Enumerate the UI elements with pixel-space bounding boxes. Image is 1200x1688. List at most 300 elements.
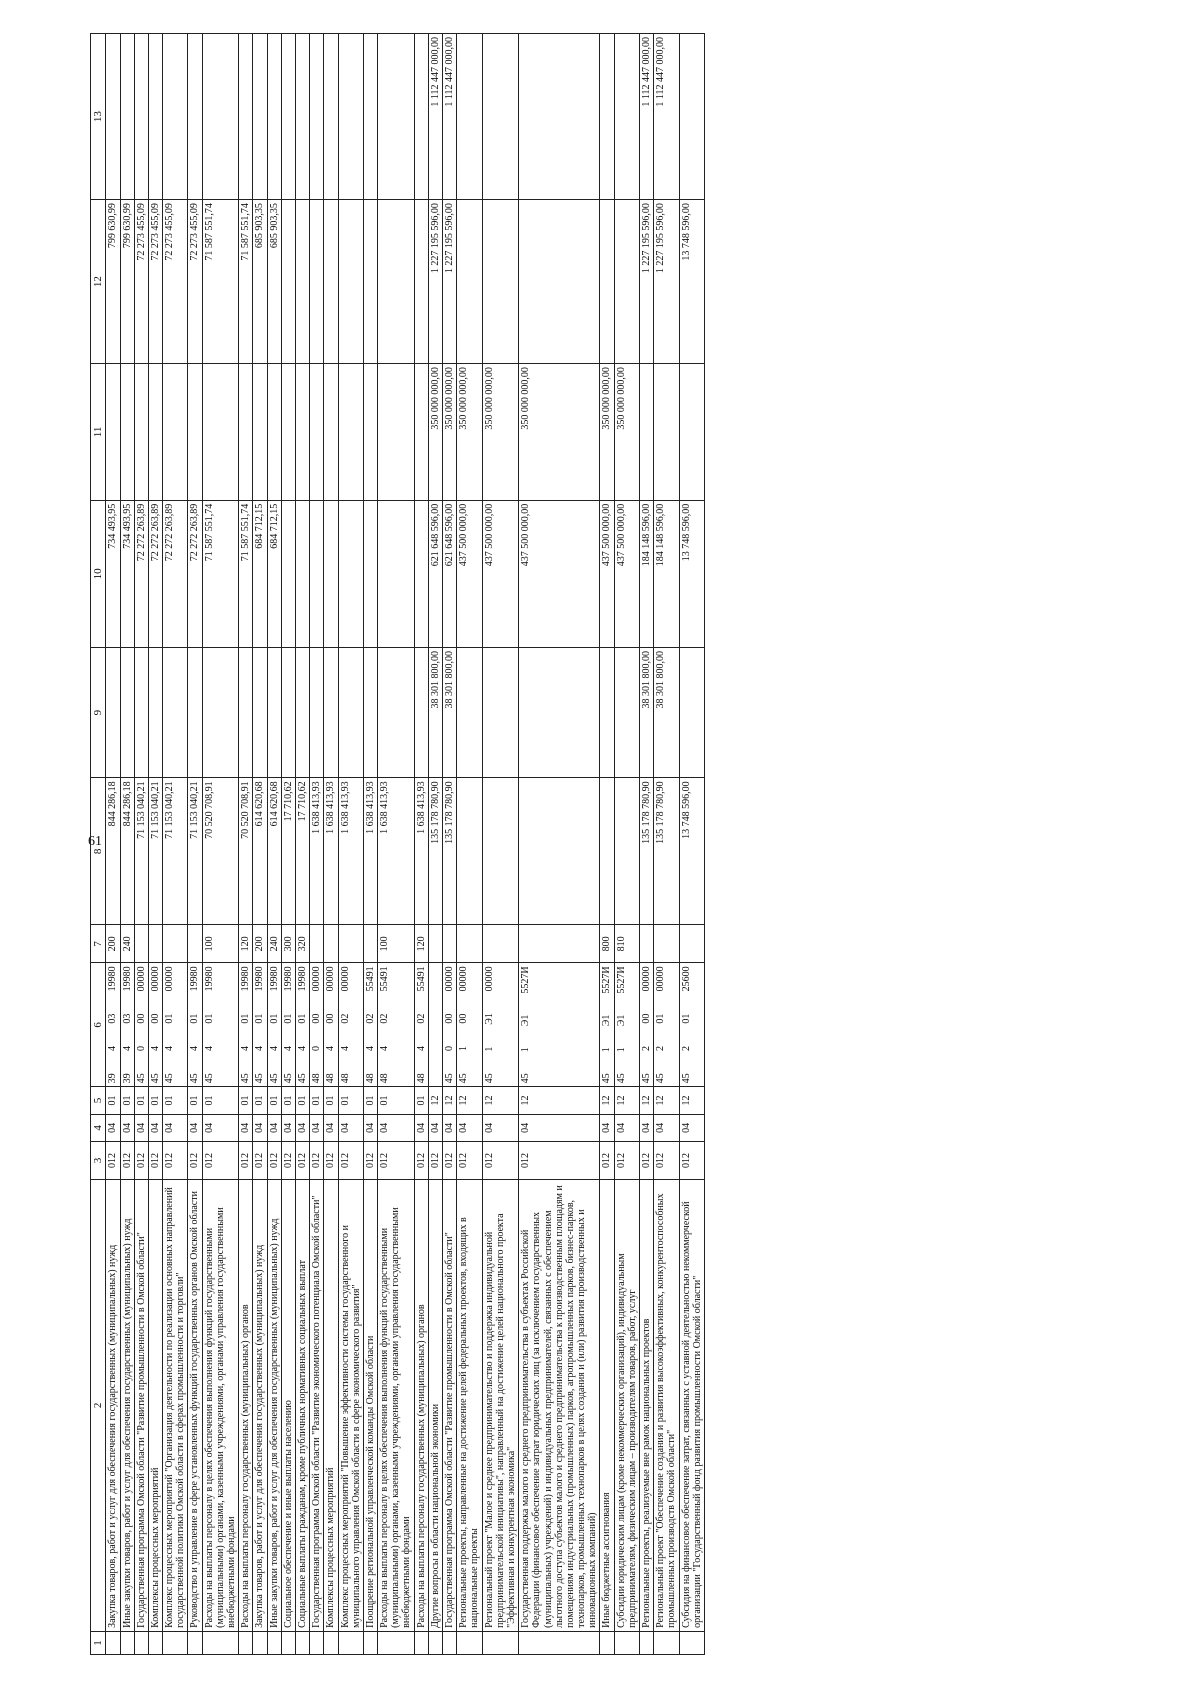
expense-type-cell — [148, 925, 162, 963]
target-article-part: 45 — [641, 1073, 652, 1084]
expense-type-cell — [363, 925, 377, 963]
amount-cell: 38 301 800,00 — [654, 647, 679, 777]
target-article-part: 00000 — [311, 966, 323, 992]
target-article-cell — [338, 963, 363, 1087]
expense-type-cell: 100 — [202, 925, 239, 963]
target-article-part: 55491 — [415, 966, 427, 992]
amount-cell: 71 587 551,74 — [202, 500, 239, 647]
target-article-cell — [106, 963, 120, 1087]
target-article-part: 45 — [268, 1073, 280, 1084]
subsection-code-cell: 12 — [457, 1087, 482, 1114]
amount-cell: 684 712,15 — [267, 500, 281, 647]
subsection-code-cell: 12 — [654, 1087, 679, 1114]
target-article-part: Э1 — [615, 1014, 627, 1027]
amount-cell: 1 638 413,93 — [363, 778, 377, 925]
amount-cell — [482, 647, 519, 777]
amount-cell — [457, 200, 482, 364]
amount-cell — [295, 364, 309, 501]
target-article-part: 19980 — [203, 966, 215, 992]
target-article-part: Э1 — [601, 1014, 613, 1027]
amount-cell — [338, 364, 363, 501]
amount-cell — [310, 200, 324, 364]
target-article-cell — [679, 963, 704, 1087]
subsection-code-cell: 01 — [253, 1087, 267, 1114]
amount-cell — [614, 647, 639, 777]
amount-cell: 844 286,18 — [106, 778, 120, 925]
amount-cell: 1 112 447 000,00 — [654, 34, 679, 200]
amount-cell — [295, 500, 309, 647]
row-name-cell: Расходы на выплаты персоналу государственных (муниципальных) органов — [239, 1179, 253, 1631]
gov-code-cell: 012 — [428, 1142, 442, 1180]
target-article-part: 02 — [339, 1013, 351, 1024]
target-article-cell — [148, 963, 162, 1087]
target-article-cell — [654, 963, 679, 1087]
target-article-part: 4 — [296, 1046, 308, 1052]
amount-cell — [457, 778, 482, 925]
amount-cell: 621 648 596,00 — [428, 500, 442, 647]
amount-cell: 799 630,99 — [120, 200, 134, 364]
amount-cell: 72 273 455,09 — [148, 200, 162, 364]
amount-cell — [414, 500, 428, 647]
target-article-part: 00 — [641, 1013, 652, 1024]
amount-cell: 614 620,68 — [267, 778, 281, 925]
row-name-cell: Закупка товаров, работ и услуг для обеспечения государственных (муниципальных) нужд — [106, 1179, 120, 1631]
amount-cell — [106, 34, 120, 200]
target-article-part: 45 — [189, 1073, 201, 1084]
gov-code-cell: 012 — [148, 1142, 162, 1180]
row-name-cell: Региональный проект "Малое и среднее предпринимательство и поддержка индивидуальной предпринимательской инициативы", направленный на достижение целей национального проекта "Эффективная и конкурентная экономика" — [482, 1179, 519, 1631]
table-row — [363, 34, 377, 1655]
target-article-cell — [202, 963, 239, 1087]
row-number-cell — [428, 1631, 442, 1654]
row-number-cell — [281, 1631, 295, 1654]
section-code-cell: 04 — [134, 1114, 148, 1141]
row-name-cell: Закупка товаров, работ и услуг для обеспечения государственных (муниципальных) нужд — [253, 1179, 267, 1631]
col-header: 5 — [91, 1087, 106, 1114]
target-article-part: 1 — [615, 1047, 627, 1053]
row-name-cell: Иные бюджетные ассигнования — [600, 1179, 614, 1631]
target-article-part: 45 — [282, 1073, 294, 1084]
row-number-cell — [239, 1631, 253, 1654]
amount-cell — [239, 34, 253, 200]
row-name-cell: Субсидия на финансовое обеспечение затрат, связанных с уставной деятельностью некоммерческой организации "Государственный фонд развития промышленности Омской области" — [679, 1179, 704, 1631]
amount-cell: 437 500 000,00 — [600, 500, 614, 647]
target-article-cell — [457, 963, 482, 1087]
subsection-code-cell: 12 — [482, 1087, 519, 1114]
target-article-parts — [655, 966, 666, 1083]
row-name-cell: Субсидии юридическим лицам (кроме некоммерческих организаций), индивидуальным предпринимателям, физическим лицам – производителям товаров, работ, услуг — [614, 1179, 639, 1631]
table-row — [640, 34, 654, 1655]
target-article-part: 48 — [415, 1073, 427, 1084]
amount-cell: 72 272 263,89 — [163, 500, 188, 647]
subsection-code-cell: 01 — [378, 1087, 415, 1114]
amount-cell: 1 112 447 000,00 — [428, 34, 442, 200]
target-article-part: 19980 — [240, 966, 252, 992]
gov-code-cell: 012 — [443, 1142, 457, 1180]
gov-code-cell: 012 — [519, 1142, 600, 1180]
target-article-part: 01 — [282, 1013, 294, 1024]
target-article-part: 00000 — [655, 966, 667, 992]
amount-cell — [600, 778, 614, 925]
expense-type-cell: 320 — [295, 925, 309, 963]
col-header: 1 — [91, 1631, 106, 1654]
expense-type-cell — [188, 925, 202, 963]
amount-cell — [338, 200, 363, 364]
target-article-parts — [204, 966, 215, 1083]
amount-cell — [281, 200, 295, 364]
target-article-part: 4 — [189, 1046, 201, 1052]
section-code-cell: 04 — [338, 1114, 363, 1141]
amount-cell: 350 000 000,00 — [428, 364, 442, 501]
target-article-part: 00000 — [339, 966, 351, 992]
amount-cell — [363, 34, 377, 200]
target-article-part: 4 — [203, 1046, 215, 1052]
expense-type-cell: 200 — [253, 925, 267, 963]
section-code-cell: 04 — [600, 1114, 614, 1141]
target-article-part: 4 — [268, 1046, 280, 1052]
target-article-part: 4 — [121, 1046, 133, 1052]
row-number-cell — [134, 1631, 148, 1654]
target-article-part: 03 — [107, 1013, 119, 1024]
target-article-part: 00000 — [444, 966, 455, 992]
target-article-cell — [519, 963, 600, 1087]
target-article-part: 19980 — [282, 966, 294, 992]
gov-code-cell: 012 — [253, 1142, 267, 1180]
expense-type-cell — [640, 925, 654, 963]
section-code-cell: 04 — [482, 1114, 519, 1141]
row-number-cell — [482, 1631, 519, 1654]
target-article-part: 01 — [240, 1013, 252, 1024]
target-article-part: 01 — [268, 1013, 280, 1024]
target-article-part: 4 — [282, 1046, 294, 1052]
amount-cell: 1 638 413,93 — [324, 778, 338, 925]
gov-code-cell: 012 — [457, 1142, 482, 1180]
target-article-part: Э1 — [483, 1013, 495, 1025]
target-article-part: 00 — [325, 1013, 337, 1024]
budget-table — [90, 33, 705, 1655]
expense-type-cell — [134, 925, 148, 963]
amount-cell: 72 272 263,89 — [134, 500, 148, 647]
row-name-cell: Комплексы процессных мероприятий — [324, 1179, 338, 1631]
target-article-part: 1 — [483, 1046, 495, 1052]
amount-cell — [295, 647, 309, 777]
target-article-part: 00000 — [164, 966, 176, 992]
target-article-parts — [150, 966, 161, 1083]
target-article-part: 01 — [680, 1013, 692, 1024]
table-body — [106, 34, 705, 1655]
gov-code-cell: 012 — [267, 1142, 281, 1180]
target-article-part: 00 — [458, 1013, 470, 1024]
amount-cell: 71 153 040,21 — [148, 778, 162, 925]
row-number-cell — [106, 1631, 120, 1654]
amount-cell — [202, 364, 239, 501]
target-article-part: 00 — [311, 1013, 323, 1024]
expense-type-cell: 200 — [106, 925, 120, 963]
row-name-cell: Комплекс процессных мероприятий "Организация деятельности по реализации основных направлений государственной политики Омской области в сферах промышленности и торговли" — [163, 1179, 188, 1631]
amount-cell: 135 178 780,90 — [640, 778, 654, 925]
section-code-cell: 04 — [324, 1114, 338, 1141]
amount-cell — [324, 34, 338, 200]
gov-code-cell: 012 — [654, 1142, 679, 1180]
table-row — [120, 34, 134, 1655]
col-header: 13 — [91, 34, 106, 200]
target-article-cell — [363, 963, 377, 1087]
gov-code-cell: 012 — [324, 1142, 338, 1180]
target-article-part: 45 — [164, 1073, 176, 1084]
amount-cell — [482, 200, 519, 364]
target-article-part: 45 — [444, 1073, 455, 1084]
amount-cell: 184 148 596,00 — [654, 500, 679, 647]
table-row — [324, 34, 338, 1655]
amount-cell — [378, 34, 415, 200]
table-row — [519, 34, 600, 1655]
expense-type-cell: 120 — [239, 925, 253, 963]
subsection-code-cell: 12 — [640, 1087, 654, 1114]
target-article-part: 48 — [339, 1073, 351, 1084]
subsection-code-cell: 12 — [428, 1087, 442, 1114]
target-article-parts — [164, 966, 175, 1083]
amount-cell — [482, 778, 519, 925]
target-article-part: 0 — [444, 1046, 455, 1052]
amount-cell — [148, 34, 162, 200]
section-code-cell: 04 — [106, 1114, 120, 1141]
target-article-part: 19980 — [121, 966, 133, 992]
target-article-parts — [641, 966, 652, 1083]
amount-cell: 350 000 000,00 — [482, 364, 519, 501]
target-article-part: 00000 — [149, 966, 161, 992]
table-row — [614, 34, 639, 1655]
amount-cell — [614, 34, 639, 200]
section-code-cell: 04 — [378, 1114, 415, 1141]
target-article-parts — [601, 966, 612, 1083]
row-name-cell: Руководство и управление в сфере установленных функций государственных органов Омской области — [188, 1179, 202, 1631]
subsection-code-cell: 01 — [106, 1087, 120, 1114]
gov-code-cell: 012 — [640, 1142, 654, 1180]
target-article-part: 00000 — [458, 966, 470, 992]
section-code-cell: 04 — [414, 1114, 428, 1141]
target-article-cell — [120, 963, 134, 1087]
amount-cell: 71 587 551,74 — [202, 200, 239, 364]
expense-type-cell — [163, 925, 188, 963]
amount-cell — [679, 34, 704, 200]
amount-cell — [338, 34, 363, 200]
amount-cell: 685 903,35 — [267, 200, 281, 364]
row-number-cell — [614, 1631, 639, 1654]
amount-cell — [324, 647, 338, 777]
amount-cell: 71 587 551,74 — [239, 500, 253, 647]
target-article-parts — [458, 966, 469, 1083]
expense-type-cell — [443, 925, 457, 963]
amount-cell: 437 500 000,00 — [482, 500, 519, 647]
gov-code-cell: 012 — [134, 1142, 148, 1180]
subsection-code-cell: 12 — [443, 1087, 457, 1114]
target-article-part: 45 — [135, 1073, 147, 1084]
amount-cell: 135 178 780,90 — [654, 778, 679, 925]
amount-cell — [163, 364, 188, 501]
target-article-part: 01 — [203, 1013, 215, 1024]
section-code-cell: 04 — [202, 1114, 239, 1141]
target-article-parts — [444, 966, 455, 1083]
col-header: 3 — [91, 1142, 106, 1180]
target-article-cell — [310, 963, 324, 1087]
amount-cell — [202, 647, 239, 777]
amount-cell — [281, 34, 295, 200]
target-article-part: 19980 — [107, 966, 119, 992]
target-article-parts — [240, 966, 251, 1083]
amount-cell — [310, 34, 324, 200]
amount-cell — [310, 500, 324, 647]
gov-code-cell: 012 — [338, 1142, 363, 1180]
amount-cell — [253, 364, 267, 501]
col-header: 6 — [91, 963, 106, 1087]
table-row — [654, 34, 679, 1655]
expense-type-cell — [482, 925, 519, 963]
row-name-cell: Расходы на выплаты персоналу государственных (муниципальных) органов — [414, 1179, 428, 1631]
row-name-cell: Комплексы процессных мероприятий — [148, 1179, 162, 1631]
expense-type-cell: 810 — [614, 925, 639, 963]
amount-cell — [120, 647, 134, 777]
section-code-cell: 04 — [310, 1114, 324, 1141]
target-article-part: 45 — [149, 1073, 161, 1084]
amount-cell — [324, 364, 338, 501]
amount-cell — [295, 34, 309, 200]
target-article-part: 45 — [520, 1073, 532, 1084]
amount-cell — [310, 364, 324, 501]
target-article-part: 4 — [339, 1046, 351, 1052]
target-article-parts — [379, 966, 390, 1083]
amount-cell — [188, 364, 202, 501]
amount-cell — [295, 200, 309, 364]
target-article-part: 2 — [641, 1046, 652, 1052]
row-name-cell: Региональные проекты, направленные на достижение целей федеральных проектов, входящих в национальные проекты — [457, 1179, 482, 1631]
target-article-cell — [134, 963, 148, 1087]
subsection-code-cell: 01 — [148, 1087, 162, 1114]
subsection-code-cell: 12 — [679, 1087, 704, 1114]
target-article-part: 01 — [655, 1013, 667, 1024]
target-article-part: 5527И — [601, 966, 613, 994]
section-code-cell: 04 — [267, 1114, 281, 1141]
amount-cell — [414, 34, 428, 200]
table-row — [310, 34, 324, 1655]
target-article-parts — [136, 966, 147, 1083]
amount-cell: 38 301 800,00 — [428, 647, 442, 777]
amount-cell — [640, 364, 654, 501]
table-row — [457, 34, 482, 1655]
amount-cell: 350 000 000,00 — [519, 364, 600, 501]
amount-cell: 350 000 000,00 — [443, 364, 457, 501]
col-header: 12 — [91, 200, 106, 364]
row-name-cell: Государственная программа Омской области "Развитие экономического потенциала Омской области" — [310, 1179, 324, 1631]
expense-type-cell: 300 — [281, 925, 295, 963]
amount-cell: 13 748 596,00 — [679, 200, 704, 364]
target-article-part: 45 — [254, 1073, 266, 1084]
target-article-cell — [614, 963, 639, 1087]
amount-cell — [338, 647, 363, 777]
subsection-code-cell: 01 — [163, 1087, 188, 1114]
col-header: 8 — [91, 778, 106, 925]
section-code-cell: 04 — [443, 1114, 457, 1141]
amount-cell: 72 273 455,09 — [188, 200, 202, 364]
gov-code-cell: 012 — [310, 1142, 324, 1180]
target-article-part: 45 — [240, 1073, 252, 1084]
target-article-parts — [107, 966, 118, 1083]
amount-cell — [188, 34, 202, 200]
amount-cell: 13 748 596,00 — [679, 778, 704, 925]
target-article-parts — [365, 966, 376, 1083]
header-row — [91, 34, 106, 1655]
amount-cell — [457, 34, 482, 200]
gov-code-cell: 012 — [188, 1142, 202, 1180]
amount-cell — [281, 364, 295, 501]
amount-cell — [378, 200, 415, 364]
table-row — [378, 34, 415, 1655]
gov-code-cell: 012 — [202, 1142, 239, 1180]
section-code-cell: 04 — [295, 1114, 309, 1141]
amount-cell — [134, 34, 148, 200]
subsection-code-cell: 12 — [614, 1087, 639, 1114]
target-article-cell — [267, 963, 281, 1087]
amount-cell: 1 638 413,93 — [310, 778, 324, 925]
row-number-cell — [519, 1631, 600, 1654]
amount-cell: 437 500 000,00 — [457, 500, 482, 647]
section-code-cell: 04 — [239, 1114, 253, 1141]
section-code-cell: 04 — [163, 1114, 188, 1141]
amount-cell — [106, 364, 120, 501]
amount-cell: 72 273 455,09 — [134, 200, 148, 364]
target-article-part: 45 — [203, 1073, 215, 1084]
target-article-parts — [616, 966, 627, 1083]
amount-cell — [363, 500, 377, 647]
amount-cell: 17 710,62 — [295, 778, 309, 925]
target-article-part: 00000 — [483, 966, 495, 992]
row-name-cell: Государственная программа Омской области "Развитие промышленности в Омской области" — [443, 1179, 457, 1631]
row-number-cell — [295, 1631, 309, 1654]
amount-cell — [163, 647, 188, 777]
subsection-code-cell: 01 — [281, 1087, 295, 1114]
row-number-cell — [457, 1631, 482, 1654]
amount-cell — [281, 647, 295, 777]
amount-cell: 184 148 596,00 — [640, 500, 654, 647]
target-article-part: 19980 — [254, 966, 266, 992]
table-row — [148, 34, 162, 1655]
amount-cell — [134, 647, 148, 777]
target-article-parts — [325, 966, 336, 1083]
target-article-part: 00 — [135, 1013, 147, 1024]
row-number-cell — [443, 1631, 457, 1654]
gov-code-cell: 012 — [482, 1142, 519, 1180]
expense-type-cell — [310, 925, 324, 963]
target-article-part: 0 — [311, 1046, 323, 1052]
row-number-cell — [120, 1631, 134, 1654]
amount-cell: 72 272 263,89 — [188, 500, 202, 647]
table-row — [482, 34, 519, 1655]
target-article-part: Э1 — [520, 1014, 532, 1027]
expense-type-cell — [324, 925, 338, 963]
amount-cell: 1 227 195 596,00 — [640, 200, 654, 364]
gov-code-cell: 012 — [120, 1142, 134, 1180]
target-article-part: 55491 — [379, 966, 391, 992]
row-name-cell: Региональные проекты, реализуемые вне рамок национальных проектов — [640, 1179, 654, 1631]
table-row — [600, 34, 614, 1655]
expense-type-cell — [679, 925, 704, 963]
row-name-cell: Расходы на выплаты персоналу в целях обеспечения выполнения функций государственными (муниципальными) органами, казенными учреждениями, органами управления государственными внебюджетными фондами — [202, 1179, 239, 1631]
amount-cell — [253, 34, 267, 200]
table-row — [338, 34, 363, 1655]
gov-code-cell: 012 — [679, 1142, 704, 1180]
row-number-cell — [378, 1631, 415, 1654]
row-number-cell — [363, 1631, 377, 1654]
amount-cell — [148, 364, 162, 501]
